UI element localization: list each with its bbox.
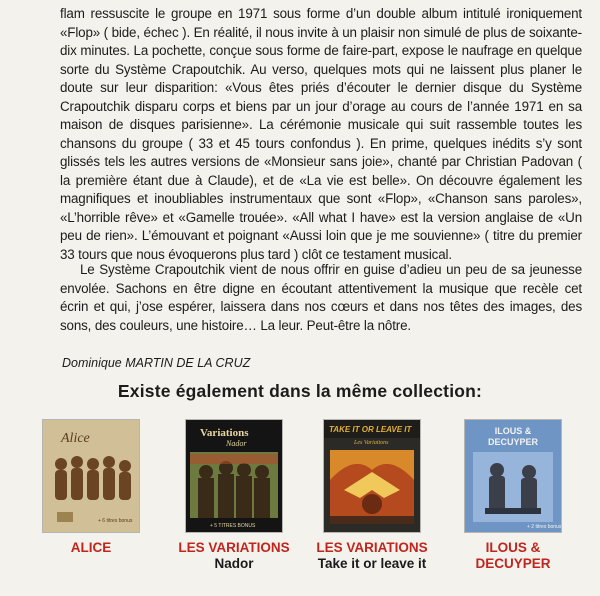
paragraph-1-text: flam ressuscite le groupe en 1971 sous forme d’un double album intitulé ironiquement «Flop» ( bide, échec ). En réalité, il nous invite à un plaisir non simulé de plus de soixante-dix minutes. La pochette, conçue sous forme de faire-part, expose le naufrage en quelque sorte du Système Crapoutchik. Au verso, quelques mots qui ne laissent plus planer le doute sur leur disparition: «Vous êtes priés d’écouter le dernier disque du Système Crapoutchik disparu corps et biens par un jour d’orage au cours de l’année 1971 en sa maison de disques parisienne». La cérémonie musicale qui suit rassemble toutes les chansons du groupe ( 33 et 45 tours confondus ). En prime, quelques inédits s’y sont glissés tels les autres versions de «Monsieur sans joie», chanté par Christian Padovan ( la première étant due à Claude), et de «La vie est belle». On découvre également les magnifiques et inoubliables instrumentaux que sont «Flop», «Chanson sans paroles», «L’horrible rêve» et «Gamelle trouée». «All what I have» est la version anglaise de «Un peu de rien». L’émouvant et poignant «Aussi loin que je me souvienne» ( titre du premier 33 tours que nous évoquerons plus tard ) clôt ce testament musical. <box>60 6 582 262</box>
duo-photo-cover-icon <box>465 420 561 532</box>
album-item-alice[interactable] <box>21 420 161 556</box>
author-signature: Dominique MARTIN DE LA CRUZ <box>62 356 251 370</box>
album-list <box>0 420 600 592</box>
cover-text: ILOUS & <box>494 426 532 436</box>
album-subtitle: Nador <box>214 556 254 571</box>
cover-bonus: + 2 titres bonus <box>527 524 561 530</box>
album-artist: LES VARIATIONS <box>178 540 290 555</box>
cover-text-2: DECUYPER <box>487 437 539 447</box>
collection-heading: Existe également dans la même collection: <box>117 381 483 401</box>
album-artist: ALICE <box>70 540 112 555</box>
cover-bonus: + 6 titres bonus <box>98 518 133 524</box>
band-photo-cover-icon <box>43 420 139 532</box>
cover-bonus: + 5 TITRES BONUS <box>210 523 256 529</box>
album-artist: ILOUS & <box>485 540 541 555</box>
album-artist-line-2: DECUYPER <box>475 556 551 571</box>
band-live-cover-icon <box>186 420 282 532</box>
paragraph-2-text: Le Système Crapoutchik vient de nous offrir en guise d’adieu un peu de sa jeunesse envolée. Sachons en être digne en écoutant attentivement la musique que recèle cet écrin et qui, j’ose espérer, laissera dans nos cœurs et dans nos têtes des images, des sons, des couleurs, une histoire… La leur. Peut-être la nôtre. <box>60 262 582 333</box>
cover-sub: Nador <box>226 439 247 448</box>
body-paragraph-1 <box>60 5 582 264</box>
album-artist: LES VARIATIONS <box>316 540 428 555</box>
illustrated-cover-icon <box>324 420 420 532</box>
album-item-ilous-decuyper[interactable] <box>443 420 583 572</box>
cover-text: Variations <box>200 427 249 439</box>
album-subtitle: Take it or leave it <box>317 556 427 571</box>
cover-text: TAKE IT OR LEAVE IT <box>329 425 412 434</box>
cover-sub: Les Variations <box>354 440 389 446</box>
body-paragraph-2 <box>60 261 582 335</box>
album-item-variations-nador[interactable] <box>164 420 304 572</box>
cover-text: Alice <box>61 431 90 446</box>
album-item-variations-take-it[interactable] <box>302 420 442 572</box>
